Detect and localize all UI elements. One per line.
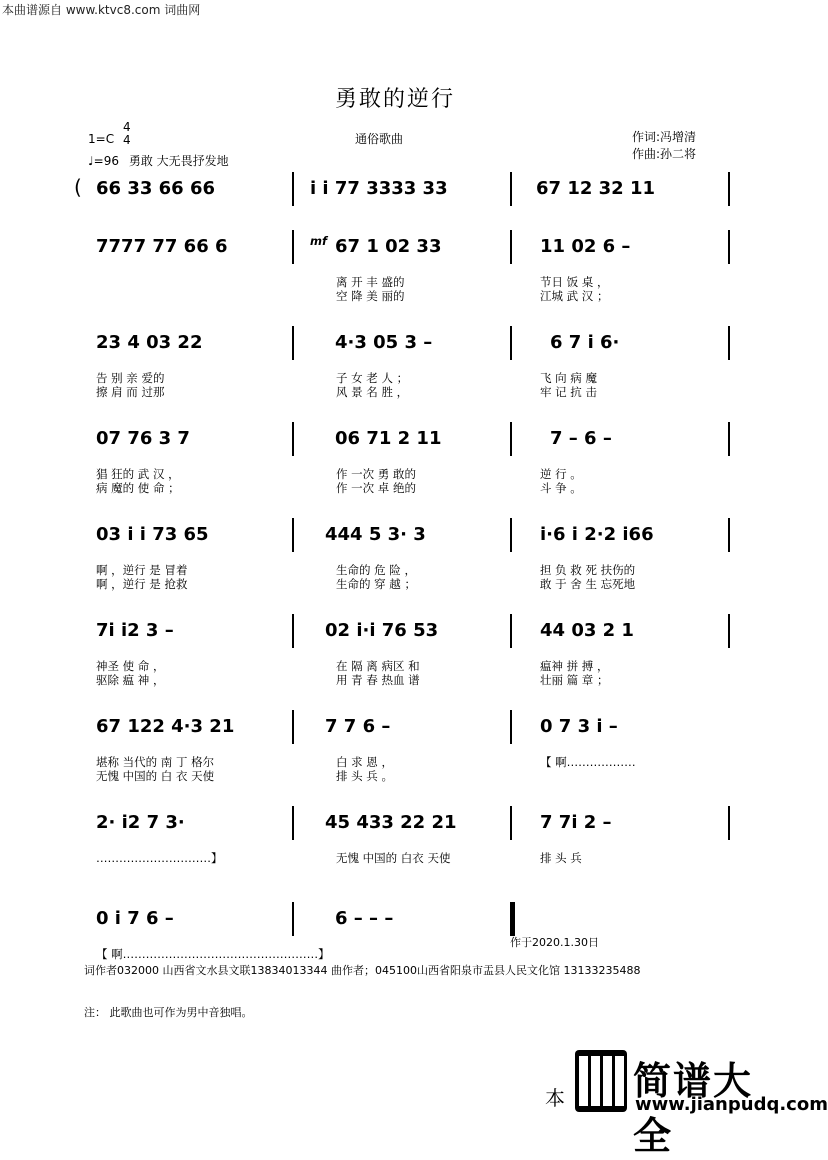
barline (292, 422, 294, 456)
lyric-verse2: 擦 肩 而 过那 (96, 385, 165, 399)
lyric-verse2: 斗 争 。 (540, 481, 582, 495)
measure-r5-m3: i·6 i 2·2 i66 (540, 524, 654, 545)
tempo-value: =96 (93, 154, 119, 168)
lyric-verse1: 担 负 救 死 扶伤的 (540, 563, 636, 577)
measure-r5-m1: 03 i i 73 65 (96, 524, 209, 545)
barline (728, 614, 730, 648)
measure-r4-m1: 07 76 3 7 (96, 428, 190, 449)
genre-label: 通俗歌曲 (355, 132, 404, 146)
barline (292, 902, 294, 936)
key-signature: 1=C (88, 132, 115, 146)
quarter-note-icon: ♩ (88, 154, 94, 168)
measure-r6-m2: 02 i·i 76 53 (325, 620, 439, 641)
measure-r2-m1: 7777 77 66 6 (96, 236, 228, 257)
barline (292, 172, 294, 206)
lyric-verse1: 作 一次 勇 敢的 (336, 467, 416, 481)
measure-r2-m3: 11 02 6 – (540, 236, 631, 257)
lyric-verse2: 空 降 美 丽的 (336, 289, 405, 303)
lyric-verse2: 病 魔的 使 命 ； (96, 481, 180, 495)
lyric-verse2: 排 头 兵 。 (336, 769, 393, 783)
barline (292, 326, 294, 360)
barline (728, 422, 730, 456)
lyric-verse1: 生命的 危 险 ， (336, 563, 416, 577)
site-logo (575, 1050, 828, 1158)
measure-r6-m1: 7i i2 3 – (96, 620, 174, 641)
barline (292, 710, 294, 744)
measure-r8-m2: 45 433 22 21 (325, 812, 457, 833)
lyric-verse1: 子 女 老 人 ； (336, 371, 409, 385)
measure-r5-m2: 444 5 3· 3 (325, 524, 426, 545)
lyric-verse1: 排 头 兵 (540, 851, 582, 865)
measure-r7-m1: 67 122 4·3 21 (96, 716, 235, 737)
lyric-verse2: 壮丽 篇 章 ； (540, 673, 609, 687)
barline (728, 230, 730, 264)
lyric-verse1: 啊 ，逆行 是 冒着 (96, 563, 188, 577)
barline (510, 230, 512, 264)
barline (292, 614, 294, 648)
barline (292, 806, 294, 840)
lyric-verse1: 【 啊……………………………………………】 (96, 947, 330, 961)
lyric-verse2: 用 青 春 热血 谱 (336, 673, 420, 687)
lyric-verse1: 离 开 丰 盛的 (336, 275, 405, 289)
time-signature (123, 121, 131, 147)
barline (510, 614, 512, 648)
measure-r2-m2: 67 1 02 33 (335, 236, 442, 257)
barline (728, 172, 730, 206)
lyric-verse1: 节日 饭 桌 ， (540, 275, 609, 289)
barline (510, 172, 512, 206)
barline (510, 422, 512, 456)
barline (510, 710, 512, 744)
barline (510, 806, 512, 840)
tempo-marking (88, 152, 229, 169)
dynamic-marking: mf (310, 234, 327, 248)
barline (728, 326, 730, 360)
time-denominator: 4 (123, 133, 131, 147)
logo-url: www.jianpudq.com (635, 1094, 828, 1115)
lyric-verse2: 敢 于 舍 生 忘死地 (540, 577, 636, 591)
lyric-verse2: 驱除 瘟 神 ， (96, 673, 165, 687)
measure-r3-m1: 23 4 03 22 (96, 332, 203, 353)
composer-credit: 作曲:孙二将 (632, 147, 697, 161)
lyric-verse1: 猖 狂的 武 汉 ， (96, 467, 180, 481)
lyric-verse2: 牢 记 抗 击 (540, 385, 597, 399)
lyric-verse2: 风 景 名 胜 ， (336, 385, 409, 399)
logo-text: 简谱大全 (633, 1059, 754, 1158)
song-title: 勇敢的逆行 (334, 87, 455, 112)
measure-r6-m3: 44 03 2 1 (540, 620, 634, 641)
measure-r4-m3: 7 – 6 – (550, 428, 612, 449)
source-note: 本曲谱源自 www.ktvc8.com 词曲网 (2, 3, 201, 17)
lyric-verse1: 白 求 恩 ， (336, 755, 393, 769)
date-note: 作于2020.1.30日 (510, 936, 599, 949)
lyric-verse1: 告 别 亲 爱的 (96, 371, 165, 385)
lyric-verse1: 逆 行 。 (540, 467, 582, 481)
measure-r4-m2: 06 71 2 11 (335, 428, 442, 449)
contact-info: 词作者032000 山西省文水县文联13834013344 曲作者；045100山西省阳泉市盂县人民文化馆 13133235488 (84, 964, 641, 977)
lyric-verse1: 堪称 当代的 南 丁 格尔 (96, 755, 215, 769)
lyric-verse1: 瘟神 拼 搏 ， (540, 659, 609, 673)
time-numerator: 4 (123, 120, 131, 134)
measure-r9-m1: 0 i 7 6 – (96, 908, 174, 929)
lyric-verse1: 神圣 使 命 ， (96, 659, 165, 673)
measure-r9-m2: 6 – – – (335, 908, 394, 929)
lyric-verse1: 飞 向 病 魔 (540, 371, 597, 385)
lyric-verse1: …………………………】 (96, 851, 223, 865)
lyric-verse1: 在 隔 离 病区 和 (336, 659, 420, 673)
measure-r7-m2: 7 7 6 – (325, 716, 391, 737)
measure-r1-m2: i i 77 3333 33 (310, 178, 448, 199)
final-barline (512, 902, 515, 936)
lyric-verse2: 无愧 中国的 白 衣 天使 (96, 769, 215, 783)
barline (292, 230, 294, 264)
barline (292, 518, 294, 552)
lyricist-credit: 作词:冯增清 (632, 130, 697, 144)
barline (510, 518, 512, 552)
lyric-verse1: 【 啊……………… (540, 755, 636, 769)
repeat-paren-open: ( (74, 175, 82, 199)
measure-r3-m2: 4·3 05 3 – (335, 332, 433, 353)
measure-r1-m1: 66 33 66 66 (96, 178, 215, 199)
intro-expression: 勇敢 大无畏抒发地 (128, 154, 229, 168)
barline (728, 806, 730, 840)
piano-icon (575, 1050, 627, 1112)
lyric-verse2: 生命的 穿 越 ； (336, 577, 416, 591)
lyric-verse2: 作 一次 卓 绝的 (336, 481, 416, 495)
measure-r8-m3: 7 7i 2 – (540, 812, 612, 833)
barline (728, 518, 730, 552)
measure-r8-m1: 2· i2 7 3· (96, 812, 185, 833)
barline (510, 326, 512, 360)
measure-r7-m3: 0 7 3 i – (540, 716, 618, 737)
lyric-verse2: 江城 武 汉 ； (540, 289, 609, 303)
footnote: 注： 此歌曲也可作为男中音独唱。 (84, 1006, 253, 1019)
lyric-verse1: 无愧 中国的 白衣 天使 (336, 851, 451, 865)
measure-r3-m3: 6 7 i 6· (550, 332, 620, 353)
lyric-verse2: 啊 ，逆行 是 抢救 (96, 577, 188, 591)
measure-r1-m3: 67 12 32 11 (536, 178, 655, 199)
watermark-char: 本 (545, 1086, 565, 1110)
